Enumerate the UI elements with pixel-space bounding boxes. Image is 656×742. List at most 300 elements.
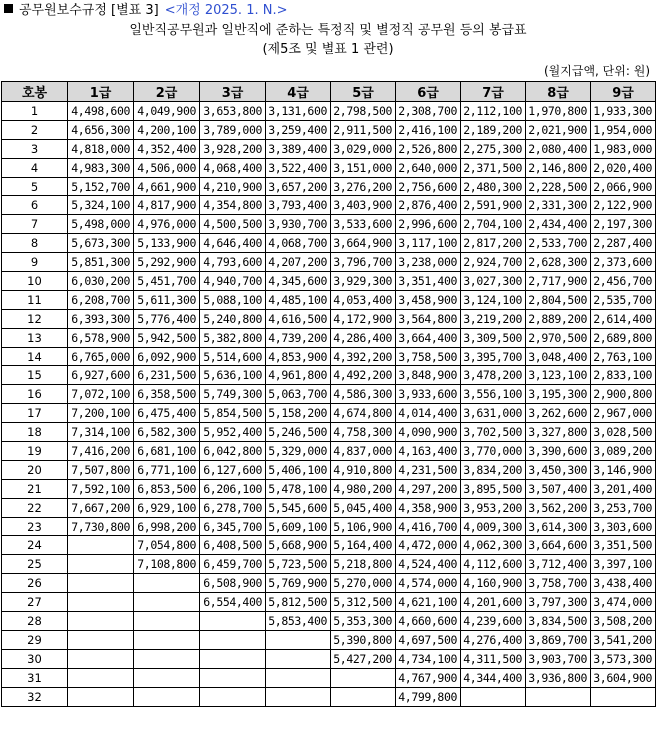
salary-cell: 3,664,400 <box>396 328 461 347</box>
salary-cell: 4,656,300 <box>68 120 134 139</box>
salary-cell: 7,054,800 <box>134 536 200 555</box>
salary-cell: 4,231,500 <box>396 460 461 479</box>
salary-cell: 4,853,900 <box>266 347 331 366</box>
salary-cell <box>200 630 266 649</box>
salary-cell: 5,636,100 <box>200 366 266 385</box>
salary-cell <box>266 668 331 687</box>
salary-cell: 3,664,600 <box>526 536 591 555</box>
salary-cell: 6,475,400 <box>134 404 200 423</box>
salary-cell: 4,574,000 <box>396 574 461 593</box>
salary-cell: 6,231,500 <box>134 366 200 385</box>
salary-cell: 4,506,000 <box>134 158 200 177</box>
table-row <box>2 347 656 366</box>
salary-cell: 2,122,900 <box>591 196 656 215</box>
salary-cell: 3,796,700 <box>331 253 396 272</box>
salary-cell: 6,358,500 <box>134 385 200 404</box>
salary-cell: 2,833,100 <box>591 366 656 385</box>
salary-cell: 2,308,700 <box>396 102 461 121</box>
salary-cell: 7,416,200 <box>68 442 134 461</box>
table-row <box>2 517 656 536</box>
salary-cell: 3,929,300 <box>331 272 396 291</box>
salary-cell <box>68 555 134 574</box>
salary-cell <box>526 687 591 706</box>
table-row <box>2 385 656 404</box>
salary-cell: 4,090,900 <box>396 423 461 442</box>
salary-cell: 5,851,300 <box>68 253 134 272</box>
table-row <box>2 555 656 574</box>
salary-cell: 4,734,100 <box>396 649 461 668</box>
salary-cell: 3,848,900 <box>396 366 461 385</box>
table-row <box>2 215 656 234</box>
salary-cell: 3,351,400 <box>396 272 461 291</box>
salary-cell: 4,286,400 <box>331 328 396 347</box>
salary-cell: 2,020,400 <box>591 158 656 177</box>
salary-cell: 4,345,600 <box>266 272 331 291</box>
table-row <box>2 460 656 479</box>
salary-cell: 7,730,800 <box>68 517 134 536</box>
salary-cell: 5,106,900 <box>331 517 396 536</box>
salary-cell: 5,270,000 <box>331 574 396 593</box>
salary-cell: 4,354,800 <box>200 196 266 215</box>
salary-cell: 6,508,900 <box>200 574 266 593</box>
salary-cell: 5,853,400 <box>266 612 331 631</box>
salary-cell: 5,611,300 <box>134 290 200 309</box>
salary-cell: 3,702,500 <box>461 423 526 442</box>
column-header-grade: 5급 <box>331 82 396 102</box>
table-row <box>2 120 656 139</box>
salary-cell: 3,758,700 <box>526 574 591 593</box>
salary-cell: 2,371,500 <box>461 158 526 177</box>
salary-cell: 4,837,000 <box>331 442 396 461</box>
salary-cell: 5,478,100 <box>266 479 331 498</box>
salary-cell: 5,673,300 <box>68 234 134 253</box>
step-cell: 7 <box>2 215 68 234</box>
salary-cell: 3,631,000 <box>461 404 526 423</box>
salary-cell: 2,146,800 <box>526 158 591 177</box>
salary-cell: 4,767,900 <box>396 668 461 687</box>
salary-cell <box>68 668 134 687</box>
salary-cell: 4,163,400 <box>396 442 461 461</box>
step-cell: 24 <box>2 536 68 555</box>
step-cell: 14 <box>2 347 68 366</box>
salary-cell: 2,717,900 <box>526 272 591 291</box>
salary-cell: 6,030,200 <box>68 272 134 291</box>
table-row <box>2 328 656 347</box>
salary-cell: 3,276,200 <box>331 177 396 196</box>
salary-cell: 3,869,700 <box>526 630 591 649</box>
table-row <box>2 253 656 272</box>
salary-cell: 5,812,500 <box>266 593 331 612</box>
salary-cell: 5,045,400 <box>331 498 396 517</box>
column-header-grade: 2급 <box>134 82 200 102</box>
salary-cell: 1,983,000 <box>591 139 656 158</box>
salary-cell: 7,667,200 <box>68 498 134 517</box>
salary-cell: 3,895,500 <box>461 479 526 498</box>
step-cell: 27 <box>2 593 68 612</box>
salary-cell: 3,117,100 <box>396 234 461 253</box>
salary-cell: 4,674,800 <box>331 404 396 423</box>
salary-cell: 6,208,700 <box>68 290 134 309</box>
salary-cell: 2,080,400 <box>526 139 591 158</box>
column-header-grade: 9급 <box>591 82 656 102</box>
salary-cell: 4,646,400 <box>200 234 266 253</box>
salary-cell: 2,228,500 <box>526 177 591 196</box>
salary-cell: 5,312,500 <box>331 593 396 612</box>
salary-cell: 3,029,000 <box>331 139 396 158</box>
salary-cell: 6,582,300 <box>134 423 200 442</box>
salary-cell: 3,123,100 <box>526 366 591 385</box>
salary-cell: 6,681,100 <box>134 442 200 461</box>
salary-cell: 5,451,700 <box>134 272 200 291</box>
salary-cell: 2,911,500 <box>331 120 396 139</box>
salary-cell: 4,980,200 <box>331 479 396 498</box>
salary-cell: 3,397,100 <box>591 555 656 574</box>
table-row <box>2 290 656 309</box>
salary-cell: 4,739,200 <box>266 328 331 347</box>
salary-cell: 2,112,100 <box>461 102 526 121</box>
salary-cell: 4,014,400 <box>396 404 461 423</box>
salary-cell: 4,344,400 <box>461 668 526 687</box>
salary-cell: 6,853,500 <box>134 479 200 498</box>
step-cell: 26 <box>2 574 68 593</box>
salary-cell: 7,108,800 <box>134 555 200 574</box>
salary-cell <box>68 574 134 593</box>
salary-cell: 3,712,400 <box>526 555 591 574</box>
step-cell: 29 <box>2 630 68 649</box>
step-cell: 31 <box>2 668 68 687</box>
table-row <box>2 498 656 517</box>
salary-cell: 2,817,200 <box>461 234 526 253</box>
salary-cell: 4,276,400 <box>461 630 526 649</box>
salary-cell: 3,604,900 <box>591 668 656 687</box>
table-row <box>2 158 656 177</box>
salary-cell: 3,458,900 <box>396 290 461 309</box>
salary-cell: 3,758,500 <box>396 347 461 366</box>
salary-cell: 3,124,100 <box>461 290 526 309</box>
salary-cell <box>134 630 200 649</box>
table-row <box>2 612 656 631</box>
salary-cell: 4,358,900 <box>396 498 461 517</box>
salary-cell: 3,936,800 <box>526 668 591 687</box>
salary-cell <box>68 630 134 649</box>
salary-cell: 4,793,600 <box>200 253 266 272</box>
step-cell: 12 <box>2 309 68 328</box>
salary-cell: 3,933,600 <box>396 385 461 404</box>
step-cell: 30 <box>2 649 68 668</box>
salary-cell <box>68 612 134 631</box>
salary-cell: 3,664,900 <box>331 234 396 253</box>
salary-cell: 4,009,300 <box>461 517 526 536</box>
salary-cell: 2,434,400 <box>526 215 591 234</box>
salary-cell: 4,112,600 <box>461 555 526 574</box>
salary-cell: 6,345,700 <box>200 517 266 536</box>
salary-cell: 2,996,600 <box>396 215 461 234</box>
salary-cell: 5,668,900 <box>266 536 331 555</box>
salary-cell: 2,526,800 <box>396 139 461 158</box>
salary-cell: 5,133,900 <box>134 234 200 253</box>
salary-cell: 2,189,200 <box>461 120 526 139</box>
salary-cell: 5,545,600 <box>266 498 331 517</box>
salary-cell: 3,389,400 <box>266 139 331 158</box>
salary-cell: 6,278,700 <box>200 498 266 517</box>
salary-cell: 5,390,800 <box>331 630 396 649</box>
salary-cell: 5,776,400 <box>134 309 200 328</box>
salary-cell: 5,382,800 <box>200 328 266 347</box>
step-cell: 22 <box>2 498 68 517</box>
table-row <box>2 479 656 498</box>
table-title: 일반직공무원과 일반직에 준하는 특정직 및 별정직 공무원 등의 봉급표 <box>129 23 527 38</box>
salary-cell: 7,200,100 <box>68 404 134 423</box>
salary-cell: 3,478,200 <box>461 366 526 385</box>
step-cell: 4 <box>2 158 68 177</box>
salary-cell: 2,614,400 <box>591 309 656 328</box>
salary-cell: 3,450,300 <box>526 460 591 479</box>
salary-cell: 6,998,200 <box>134 517 200 536</box>
salary-cell <box>68 593 134 612</box>
salary-cell <box>68 536 134 555</box>
salary-cell: 6,408,500 <box>200 536 266 555</box>
salary-cell: 2,535,700 <box>591 290 656 309</box>
salary-cell: 2,704,100 <box>461 215 526 234</box>
salary-cell: 3,793,400 <box>266 196 331 215</box>
salary-cell: 4,817,900 <box>134 196 200 215</box>
salary-cell: 4,160,900 <box>461 574 526 593</box>
salary-cell: 3,089,200 <box>591 442 656 461</box>
regulation-header <box>4 1 287 21</box>
salary-cell: 4,472,000 <box>396 536 461 555</box>
salary-cell: 2,763,100 <box>591 347 656 366</box>
salary-cell: 3,556,100 <box>461 385 526 404</box>
salary-cell: 5,498,000 <box>68 215 134 234</box>
salary-cell <box>200 612 266 631</box>
table-row <box>2 196 656 215</box>
step-cell: 28 <box>2 612 68 631</box>
salary-cell: 4,940,700 <box>200 272 266 291</box>
salary-cell: 5,609,100 <box>266 517 331 536</box>
step-cell: 3 <box>2 139 68 158</box>
salary-cell <box>331 687 396 706</box>
salary-cell: 5,218,800 <box>331 555 396 574</box>
salary-cell: 3,953,200 <box>461 498 526 517</box>
salary-cell: 6,393,300 <box>68 309 134 328</box>
salary-cell: 3,770,000 <box>461 442 526 461</box>
salary-cell: 3,903,700 <box>526 649 591 668</box>
salary-cell: 2,804,500 <box>526 290 591 309</box>
salary-cell: 4,068,400 <box>200 158 266 177</box>
salary-cell: 3,146,900 <box>591 460 656 479</box>
pay-table <box>1 81 656 707</box>
salary-cell <box>134 649 200 668</box>
salary-cell: 7,072,100 <box>68 385 134 404</box>
salary-cell: 3,797,300 <box>526 593 591 612</box>
salary-cell: 5,854,500 <box>200 404 266 423</box>
table-row <box>2 536 656 555</box>
salary-cell: 3,573,300 <box>591 649 656 668</box>
salary-cell: 4,983,300 <box>68 158 134 177</box>
table-row <box>2 234 656 253</box>
salary-cell: 4,910,800 <box>331 460 396 479</box>
salary-cell: 4,524,400 <box>396 555 461 574</box>
salary-cell: 4,207,200 <box>266 253 331 272</box>
table-row <box>2 649 656 668</box>
salary-cell: 3,438,400 <box>591 574 656 593</box>
salary-cell: 4,201,600 <box>461 593 526 612</box>
unit-note: (월지급액, 단위: 원) <box>544 64 650 78</box>
salary-cell: 2,798,500 <box>331 102 396 121</box>
salary-cell: 2,756,600 <box>396 177 461 196</box>
column-header-grade: 6급 <box>396 82 461 102</box>
table-row <box>2 687 656 706</box>
salary-cell: 5,942,500 <box>134 328 200 347</box>
salary-cell: 3,653,800 <box>200 102 266 121</box>
salary-cell: 3,562,200 <box>526 498 591 517</box>
salary-cell: 4,311,500 <box>461 649 526 668</box>
salary-cell: 3,395,700 <box>461 347 526 366</box>
salary-cell: 2,533,700 <box>526 234 591 253</box>
salary-cell: 5,353,300 <box>331 612 396 631</box>
salary-cell: 3,253,700 <box>591 498 656 517</box>
salary-cell: 3,303,600 <box>591 517 656 536</box>
salary-cell: 3,151,000 <box>331 158 396 177</box>
salary-cell: 5,769,900 <box>266 574 331 593</box>
step-cell: 19 <box>2 442 68 461</box>
table-row <box>2 630 656 649</box>
salary-cell <box>266 630 331 649</box>
step-cell: 9 <box>2 253 68 272</box>
salary-cell: 4,498,600 <box>68 102 134 121</box>
salary-cell: 3,657,200 <box>266 177 331 196</box>
salary-cell: 3,327,800 <box>526 423 591 442</box>
column-header-grade: 3급 <box>200 82 266 102</box>
salary-cell <box>134 593 200 612</box>
salary-cell: 5,152,700 <box>68 177 134 196</box>
salary-cell: 4,660,600 <box>396 612 461 631</box>
salary-cell: 4,616,500 <box>266 309 331 328</box>
salary-cell: 4,758,300 <box>331 423 396 442</box>
salary-cell: 6,765,000 <box>68 347 134 366</box>
salary-cell: 3,928,200 <box>200 139 266 158</box>
table-row <box>2 574 656 593</box>
salary-cell: 6,929,100 <box>134 498 200 517</box>
salary-cell <box>200 687 266 706</box>
salary-cell: 2,967,000 <box>591 404 656 423</box>
salary-cell: 2,197,300 <box>591 215 656 234</box>
salary-cell: 4,297,200 <box>396 479 461 498</box>
step-cell: 25 <box>2 555 68 574</box>
salary-cell: 5,952,400 <box>200 423 266 442</box>
salary-cell: 6,459,700 <box>200 555 266 574</box>
salary-cell <box>200 649 266 668</box>
salary-cell: 3,474,000 <box>591 593 656 612</box>
salary-cell <box>134 668 200 687</box>
salary-cell: 3,614,300 <box>526 517 591 536</box>
salary-cell: 4,239,600 <box>461 612 526 631</box>
step-cell: 17 <box>2 404 68 423</box>
salary-cell: 2,689,800 <box>591 328 656 347</box>
salary-cell: 4,049,900 <box>134 102 200 121</box>
salary-cell: 5,158,200 <box>266 404 331 423</box>
step-cell: 6 <box>2 196 68 215</box>
salary-cell: 4,053,400 <box>331 290 396 309</box>
table-row <box>2 102 656 121</box>
step-cell: 11 <box>2 290 68 309</box>
step-cell: 21 <box>2 479 68 498</box>
step-cell: 20 <box>2 460 68 479</box>
salary-cell: 2,456,700 <box>591 272 656 291</box>
salary-cell: 5,723,500 <box>266 555 331 574</box>
salary-cell: 2,876,400 <box>396 196 461 215</box>
step-cell: 1 <box>2 102 68 121</box>
salary-cell: 2,066,900 <box>591 177 656 196</box>
salary-cell: 4,172,900 <box>331 309 396 328</box>
table-row <box>2 177 656 196</box>
salary-cell: 5,088,100 <box>200 290 266 309</box>
salary-cell: 4,352,400 <box>134 139 200 158</box>
salary-cell: 4,621,100 <box>396 593 461 612</box>
salary-cell: 3,390,600 <box>526 442 591 461</box>
regulation-label: 공무원보수규정 [별표 3] <box>19 3 159 18</box>
salary-cell: 5,329,000 <box>266 442 331 461</box>
salary-cell: 3,028,500 <box>591 423 656 442</box>
salary-cell: 4,485,100 <box>266 290 331 309</box>
salary-cell: 3,219,200 <box>461 309 526 328</box>
salary-cell: 7,507,800 <box>68 460 134 479</box>
salary-cell: 2,373,600 <box>591 253 656 272</box>
salary-cell: 1,954,000 <box>591 120 656 139</box>
salary-cell <box>134 687 200 706</box>
salary-cell: 4,586,300 <box>331 385 396 404</box>
salary-cell: 3,201,400 <box>591 479 656 498</box>
salary-cell: 3,195,300 <box>526 385 591 404</box>
salary-cell: 4,392,200 <box>331 347 396 366</box>
salary-cell: 4,062,300 <box>461 536 526 555</box>
salary-cell: 7,592,100 <box>68 479 134 498</box>
square-bullet-icon <box>4 4 13 13</box>
salary-cell <box>134 612 200 631</box>
salary-cell: 4,210,900 <box>200 177 266 196</box>
step-cell: 10 <box>2 272 68 291</box>
salary-cell: 3,533,600 <box>331 215 396 234</box>
salary-cell: 1,970,800 <box>526 102 591 121</box>
salary-cell: 5,749,300 <box>200 385 266 404</box>
salary-cell: 4,416,700 <box>396 517 461 536</box>
table-row <box>2 404 656 423</box>
column-header-step: 호봉 <box>2 82 68 102</box>
step-cell: 32 <box>2 687 68 706</box>
table-row <box>2 309 656 328</box>
salary-cell: 5,246,500 <box>266 423 331 442</box>
salary-cell: 1,933,300 <box>591 102 656 121</box>
salary-cell: 6,771,100 <box>134 460 200 479</box>
salary-cell: 3,262,600 <box>526 404 591 423</box>
salary-cell: 6,554,400 <box>200 593 266 612</box>
salary-cell <box>266 649 331 668</box>
column-header-grade: 1급 <box>68 82 134 102</box>
table-row <box>2 668 656 687</box>
step-cell: 15 <box>2 366 68 385</box>
salary-cell: 2,970,500 <box>526 328 591 347</box>
salary-cell: 6,042,800 <box>200 442 266 461</box>
salary-cell: 3,027,300 <box>461 272 526 291</box>
salary-cell: 3,351,500 <box>591 536 656 555</box>
salary-cell <box>331 668 396 687</box>
salary-cell <box>461 687 526 706</box>
salary-cell: 2,889,200 <box>526 309 591 328</box>
step-cell: 13 <box>2 328 68 347</box>
column-header-grade: 7급 <box>461 82 526 102</box>
salary-cell: 4,961,800 <box>266 366 331 385</box>
salary-cell: 2,275,300 <box>461 139 526 158</box>
